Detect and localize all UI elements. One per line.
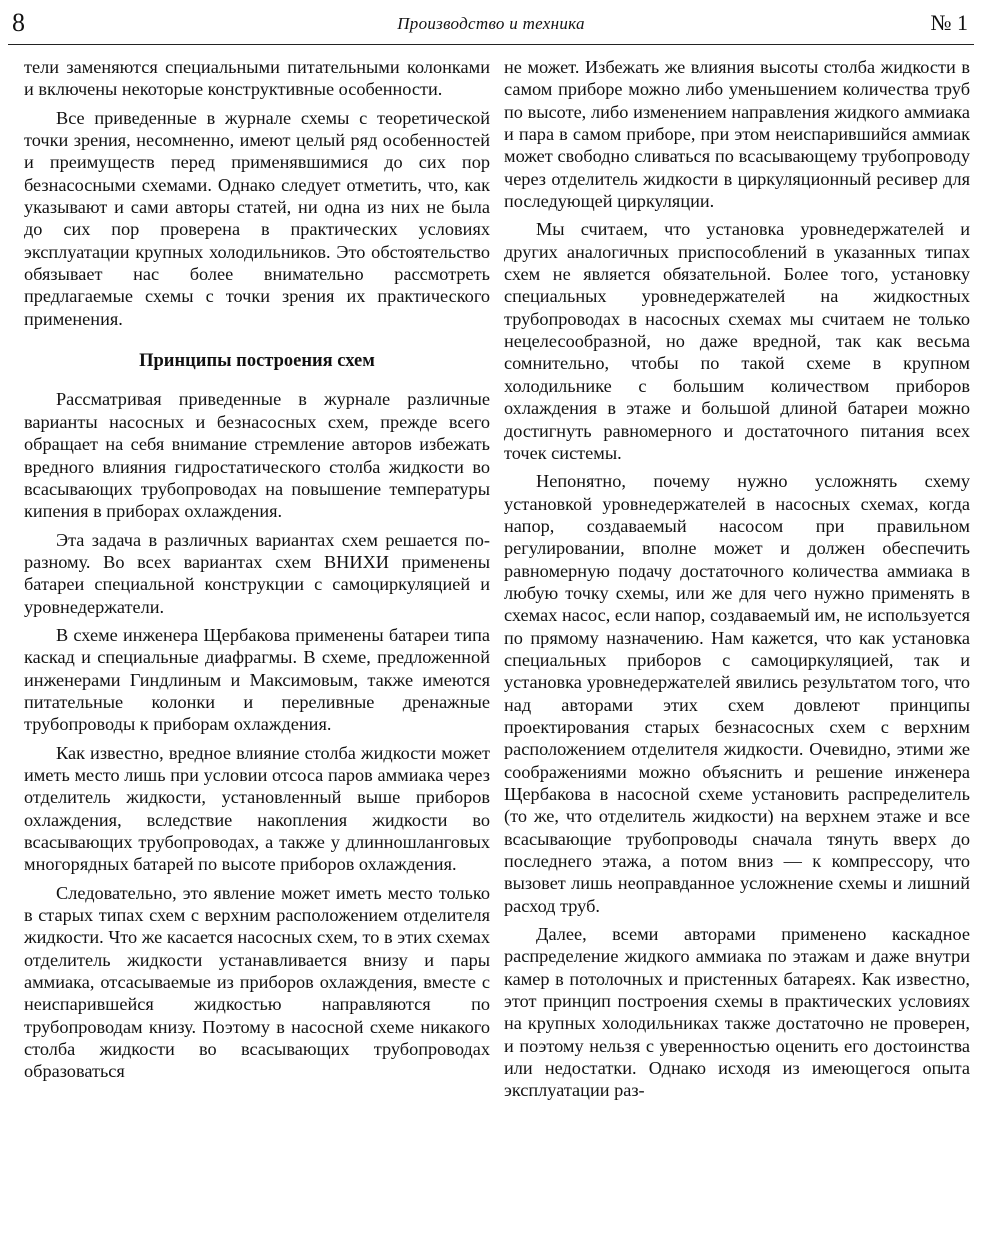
issue-number: № 1 [930,10,968,35]
paragraph: не может. Избежать же влияния высоты столба жидкости в самом приборе можно либо уменьшением количества труб по высоте, либо изменением направления жидкого аммиака и пара в самом приборе, при этом неиспарившийся аммиак может свободно сливаться по всасывающему трубопроводу через отделитель жидкости в циркуляционный ресивер для последующей циркуляции. [504,57,970,212]
page-header [8,6,974,40]
paragraph: Мы считаем, что установка уровнедержателей и других аналогичных приспособлений в указанных типах схем не является обязательной. Более того, установку специальных уровнедержателей на жидкостных трубопроводах в насосных схемах мы считаем не только нецелесообразной, но даже вредной, так как весьма сомнительно, чтобы по такой схеме в крупном холодильнике с большим количеством приборов охлаждения в этаже и большой длиной батареи можно достигнуть равномерного и достаточного питания всех точек системы. [504,219,970,463]
header-rule [8,44,974,45]
paragraph: Как известно, вредное влияние столба жидкости может иметь место лишь при условии отсоса паров аммиака через отделитель жидкости, установленный выше приборов охлаждения, вследствие накопления жидкости во всасывающих трубопроводах, а также у длинношланговых многорядных батарей по высоте приборов охлаждения. [24,742,490,875]
paragraph: Все приведенные в журнале схемы с теоретической точки зрения, несомненно, имеют целый ряд особенностей и преимуществ перед применявшимися до сих пор безнасосными схемами. Однако следует отметить, что, как указывают и сами авторы статей, ни одна из них не была до сих пор проверена в практических условиях эксплуатации крупных холодильников. Это обстоятельство обязывает нас более внимательно рассмотреть предлагаемые схемы с точки зрения их практического применения. [24,107,490,329]
paragraph: Эта задача в различных вариантах схем решается по-разному. Во всех вариантах схем ВНИХИ применены батареи специальной конструкции с самоциркуляцией и уровнедержатели. [24,529,490,617]
section-heading: Принципы построения схем [139,351,375,372]
paragraph: В схеме инженера Щербакова применены батареи типа каскад и специальные диафрагмы. В схеме, предложенной инженерами Гиндлиным и Максимовым, также имеются питательные колонки и переливные дренажные трубопроводы к приборам охлаждения. [24,624,490,735]
paragraph: Следовательно, это явление может иметь место только в старых типах схем с верхним расположением отделителя жидкости. Что же касается насосных схем, то в этих схемах отделитель жидкости устанавливается внизу и пары аммиака, отсасываемые из приборов охлаждения, вместе с неиспарившейся жидкостью направляются по трубопроводам книзу. Поэтому в насосной схеме никакого столба жидкости во всасывающих трубопроводах образоваться [24,882,490,1082]
paragraph: Рассматривая приведенные в журнале различные варианты насосных и безнасосных схем, прежде всего обращает на себя внимание стремление авторов избежать вредного влияния гидростатического столба жидкости во всасывающих трубопроводах на повышение температуры кипения в приборах охлаждения. [24,389,490,522]
paragraph: тели заменяются специальными питательными колонками и включены некоторые конструктивные особенности. [24,57,490,100]
right-column [504,56,970,1108]
paragraph: Далее, всеми авторами применено каскадное распределение жидкого аммиака по этажам и даже внутри камер в потолочных и пристенных батареях. Как известно, этот принцип построения схемы в практических условиях на крупных холодильниках также достаточно не проверен, и поэтому нельзя с уверенностью оценить его достоинства или недостатки. Однако исходя из имеющегося опыта эксплуатации раз- [504,924,970,1101]
running-title: Производство и техника [397,14,585,33]
page-number: 8 [12,8,25,37]
left-column [24,56,490,1089]
paragraph: Непонятно, почему нужно усложнять схему установкой уровнедержателей в насосных схемах, когда напор, создаваемый насосом при правильном регулировании, вполне может и должен обеспечить равномерную подачу достаточного количества аммиака в любую точку схемы, или же для чего нужно применять в схемах насос, если напор, создаваемый им, не используется по прямому назначению. Нам кажется, что как установка специальных приборов с самоциркуляцией, так и установка уровнедержателей явились результатом того, что над авторами этих схем довлеют принципы проектирования старых безнасосных схем с верхним расположением отделителя жидкости. Очевидно, этими же соображениями можно объяснить и решение инженера Щербакова в насосной схеме установить распределитель (то же, что отделитель жидкости) на верхнем этаже и все всасывающие трубопроводы сначала тянуть вверх до последнего этажа, а потом вниз — к компрессору, что вызовет лишь неоправданное усложнение схемы и лишний расход труб. [504,471,970,916]
